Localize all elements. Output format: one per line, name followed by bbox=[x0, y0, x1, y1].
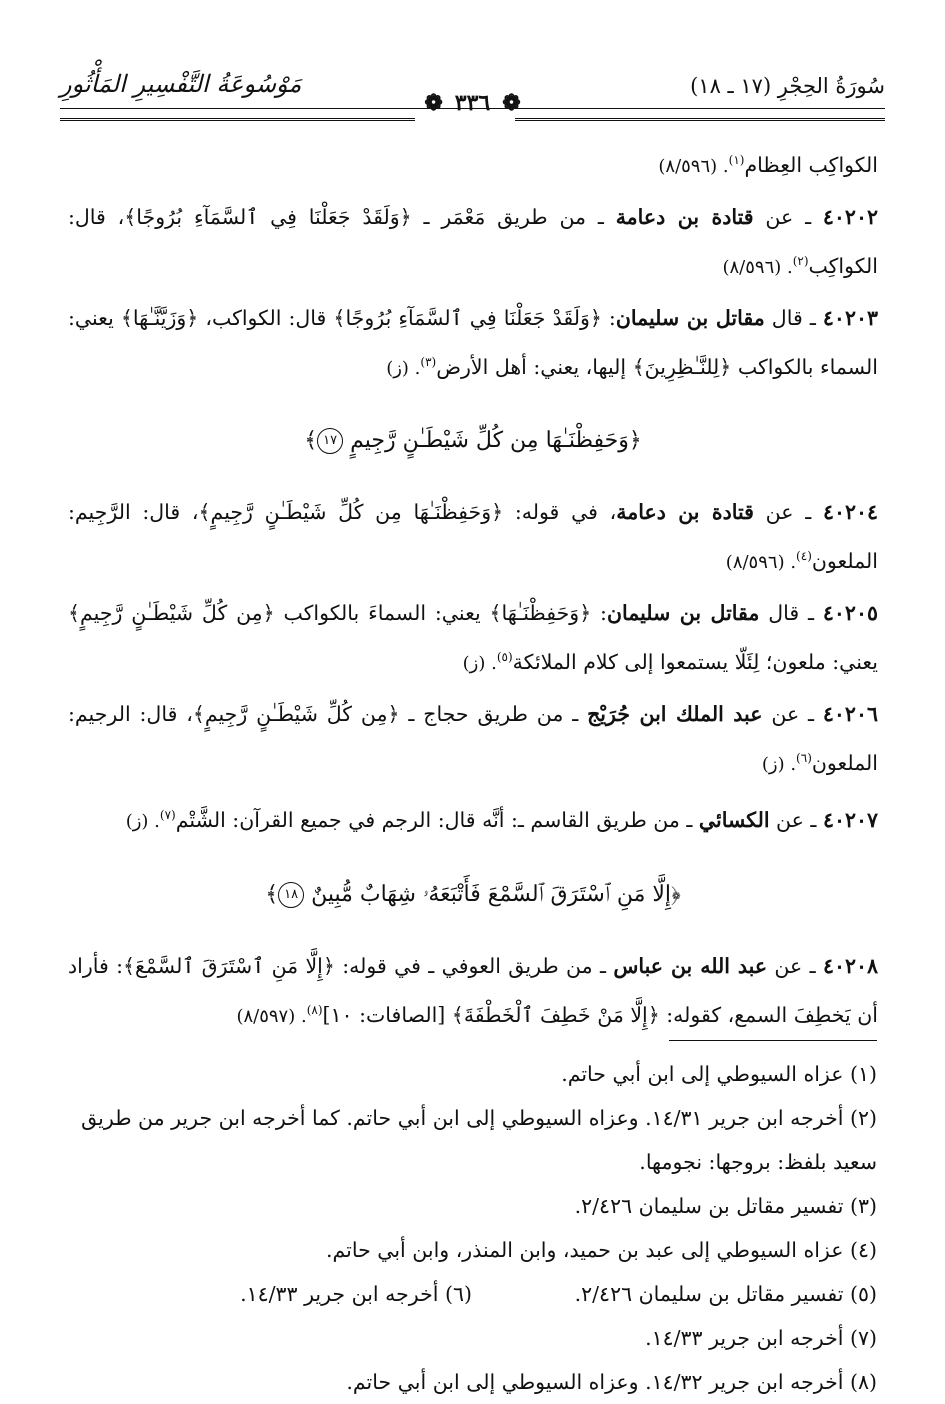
footnote: (٢) أخرجه ابن جرير ١٤/٣١. وعزاه السيوطي إلى ابن أبي حاتم. كما أخرجه ابن جرير من طريق سعيد بلفظ: بروجها: نجومها. bbox=[81, 1106, 877, 1174]
verse-17: ﴿وَحَفِظْنَـٰهَا مِن كُلِّ شَيْطَـٰنٍ رَّجِيمٍ ١٧﴾ bbox=[304, 428, 642, 454]
footnote-rule bbox=[669, 1040, 877, 1041]
entry-40203: ٤٠٢٠٣ ـ قال مقاتل بن سليمان: ﴿وَلَقَدْ جَعَلْنَا فِي ٱلسَّمَآءِ بُرُوجًا﴾ قال: الكواكب، ﴿وَزَيَّنَّـٰهَا﴾ يعني: السماء بالكواكب ﴿لِلنَّـٰظِرِينَ﴾ إليها، يعني: أهل الأرض$^{(٣)}$. (ز) bbox=[68, 305, 878, 379]
page-header bbox=[60, 60, 885, 124]
footnote: (٨) أخرجه ابن جرير ١٤/٣٢. وعزاه السيوطي إلى ابن أبي حاتم. bbox=[346, 1370, 877, 1394]
book-title: مَوْسُوعَةُ التَّفْسِيرِ المَأْثُورِ bbox=[60, 70, 302, 98]
footnote: (٤) عزاه السيوطي إلى عبد بن حميد، وابن المنذر، وابن أبي حاتم. bbox=[325, 1238, 877, 1262]
footnote: (٧) أخرجه ابن جرير ١٤/٣٣. bbox=[645, 1326, 877, 1350]
footnotes bbox=[67, 1052, 877, 1404]
entry-40208: ٤٠٢٠٨ ـ عن عبد الله بن عباس ـ من طريق العوفي ـ في قوله: ﴿إِلَّا مَنِ ٱسْتَرَقَ ٱلسَّمْعَ﴾: فأراد أن يَخطِفَ السمع، كقوله: ﴿إِلَّا مَنْ خَطِفَ ٱلْخَطْفَةَ﴾ [الصافات: ١٠]$^{(٨)}$. (٨/٥٩٧) bbox=[68, 953, 879, 1027]
entry-40204: ٤٠٢٠٤ ـ عن قتادة بن دعامة، في قوله: ﴿وَحَفِظْنَـٰهَا مِن كُلِّ شَيْطَـٰنٍ رَّجِيمٍ﴾، قال: الرَّجِيم: الملعون$^{(٤)}$. (٨/٥٩٦) bbox=[68, 500, 878, 574]
main-text bbox=[68, 138, 878, 1045]
footnote: (١) عزاه السيوطي إلى ابن أبي حاتم. bbox=[561, 1062, 877, 1086]
footnote: (٦) أخرجه ابن جرير ١٤/٣٣. bbox=[240, 1282, 472, 1306]
footnote: (٥) تفسير مقاتل بن سليمان ٢/٤٢٦. bbox=[574, 1282, 877, 1306]
entry-40205: ٤٠٢٠٥ ـ قال مقاتل بن سليمان: ﴿وَحَفِظْنَـٰهَا﴾ يعني: السماءَ بالكواكب ﴿مِن كُلِّ شَيْطَـٰنٍ رَّجِيمٍ﴾ يعني: ملعون؛ لِئَلّا يستمعوا إلى كلام الملائكة$^{(٥)}$. (ز) bbox=[68, 601, 878, 675]
footnote: (٣) تفسير مقاتل بن سليمان ٢/٤٢٦. bbox=[574, 1194, 877, 1218]
entry-continuation: الكواكِب العِظام$^{(١)}$. (٨/٥٩٦) bbox=[658, 152, 878, 177]
verse-18: ﴿إِلَّا مَنِ ٱسْتَرَقَ ٱلسَّمْعَ فَأَتْبَعَهُۥ شِهَابٌ مُّبِينٌ ١٨﴾ bbox=[265, 881, 681, 907]
ayah-number-icon: ١٧ bbox=[317, 428, 343, 454]
page-number: ❁٣٣٦❁ bbox=[424, 90, 521, 116]
header-rule-left bbox=[60, 118, 415, 121]
entry-40207: ٤٠٢٠٧ ـ عن الكسائي ـ من طريق القاسم ـ: أنَّه قال: الرجم في جميع القرآن: الشَّتْم$^{(٧)}$. (ز) bbox=[125, 807, 878, 832]
entry-40206: ٤٠٢٠٦ ـ عن عبد الملك ابن جُرَيْج ـ من طريق حجاج ـ ﴿مِن كُلِّ شَيْطَـٰنٍ رَّجِيمٍ﴾، قال: الرجيم: الملعون$^{(٦)}$. (ز) bbox=[68, 702, 878, 775]
footnote-row bbox=[67, 1272, 877, 1316]
ayah-number-icon: ١٨ bbox=[278, 882, 304, 908]
header-rule-right bbox=[515, 118, 885, 121]
surah-title: سُورَةُ الحِجْرِ (١٧ ـ ١٨) bbox=[690, 74, 885, 98]
entry-40202: ٤٠٢٠٢ ـ عن قتادة بن دعامة ـ من طريق مَعْمَر ـ ﴿وَلَقَدْ جَعَلْنَا فِي ٱلسَّمَآءِ بُرُوجًا﴾، قال: الكواكِب$^{(٢)}$. (٨/٥٩٦) bbox=[68, 204, 878, 278]
